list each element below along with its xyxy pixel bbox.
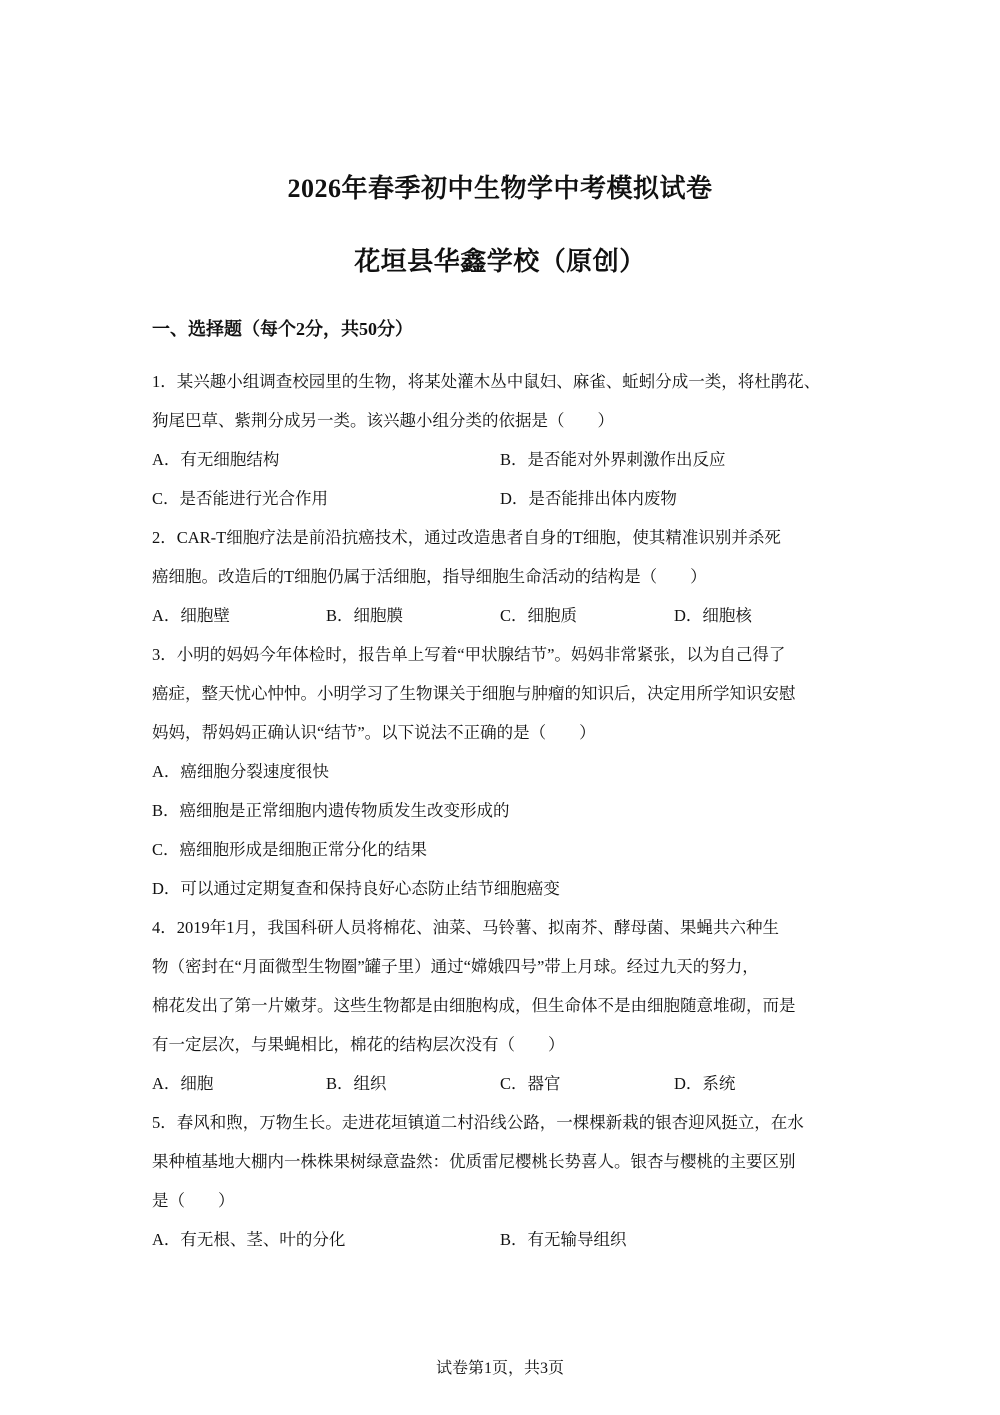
- question-5-options-row: [152, 1220, 872, 1259]
- question-2-option-a: A．细胞壁: [152, 606, 230, 625]
- question-1-line-1: 1．某兴趣小组调查校园里的生物，将某处灌木丛中鼠妇、麻雀、蚯蚓分成一类，将杜鹃花、: [152, 372, 821, 391]
- question-2-line-1: 2．CAR-T细胞疗法是前沿抗癌技术，通过改造患者自身的T细胞，使其精准识别并杀死: [152, 528, 781, 547]
- question-3-option-a: A．癌细胞分裂速度很快: [152, 762, 329, 781]
- question-2-options-row: [152, 596, 872, 635]
- exam-subtitle: 花垣县华鑫学校（原创）: [354, 247, 646, 276]
- question-3-option-d: D．可以通过定期复查和保持良好心态防止结节细胞癌变: [152, 879, 560, 898]
- question-4-line-3: 棉花发出了第一片嫩芽。这些生物都是由细胞构成，但生命体不是由细胞随意堆砌，而是: [152, 996, 796, 1015]
- exam-title: 2026年春季初中生物学中考模拟试卷: [287, 174, 713, 203]
- question-3-line-1: 3．小明的妈妈今年体检时，报告单上写着“甲状腺结节”。妈妈非常紧张，以为自己得了: [152, 645, 786, 664]
- question-1-line-2: 狗尾巴草、紫荆分成另一类。该兴趣小组分类的依据是（ ）: [152, 411, 614, 430]
- question-5-line-1: 5．春风和煦，万物生长。走进花垣镇道二村沿线公路，一棵棵新栽的银杏迎风挺立，在水: [152, 1113, 804, 1132]
- question-1-options-row-2: [152, 479, 872, 518]
- question-2-option-b: B．细胞膜: [326, 606, 404, 625]
- question-5-line-3: 是（ ）: [152, 1191, 235, 1210]
- question-4-option-c: C．器官: [500, 1074, 561, 1093]
- question-1-options-row-1: [152, 440, 872, 479]
- question-1-option-c: C．是否能进行光合作用: [152, 489, 329, 508]
- question-1-option-a: A．有无细胞结构: [152, 450, 280, 469]
- question-5-option-b: B．有无输导组织: [500, 1230, 627, 1249]
- question-4-line-1: 4．2019年1月，我国科研人员将棉花、油菜、马铃薯、拟南芥、酵母菌、果蝇共六种生: [152, 918, 779, 937]
- question-1-option-d: D．是否能排出体内废物: [500, 489, 677, 508]
- question-3-option-c: C．癌细胞形成是细胞正常分化的结果: [152, 840, 428, 859]
- question-3-option-b: B．癌细胞是正常细胞内遗传物质发生改变形成的: [152, 801, 510, 820]
- question-4-option-b: B．组织: [326, 1074, 387, 1093]
- question-3-line-2: 癌症，整天忧心忡忡。小明学习了生物课关于细胞与肿瘤的知识后，决定用所学知识安慰: [152, 684, 796, 703]
- question-4-options-row: [152, 1064, 872, 1103]
- question-1-option-b: B．是否能对外界刺激作出反应: [500, 450, 726, 469]
- question-4-line-2: 物（密封在“月面微型生物圈”罐子里）通过“嫦娥四号”带上月球。经过九天的努力，: [152, 957, 759, 976]
- question-2-line-2: 癌细胞。改造后的T细胞仍属于活细胞，指导细胞生命活动的结构是（ ）: [152, 567, 707, 586]
- question-5-line-2: 果种植基地大棚内一株株果树绿意盎然：优质雷尼樱桃长势喜人。银杏与樱桃的主要区别: [152, 1152, 796, 1171]
- page-number: 试卷第1页，共3页: [435, 1360, 564, 1377]
- question-5-option-a: A．有无根、茎、叶的分化: [152, 1230, 346, 1249]
- question-2-option-c: C．细胞质: [500, 606, 578, 625]
- question-3-line-3: 妈妈，帮妈妈正确认识“结节”。以下说法不正确的是（ ）: [152, 723, 596, 742]
- question-2-option-d: D．细胞核: [674, 606, 752, 625]
- question-list: [152, 362, 872, 1259]
- question-4-option-a: A．细胞: [152, 1074, 214, 1093]
- question-4-line-4: 有一定层次，与果蝇相比，棉花的结构层次没有（ ）: [152, 1035, 565, 1054]
- question-4-option-d: D．系统: [674, 1074, 736, 1093]
- section-heading: 一、选择题（每个2分，共50分）: [152, 319, 413, 339]
